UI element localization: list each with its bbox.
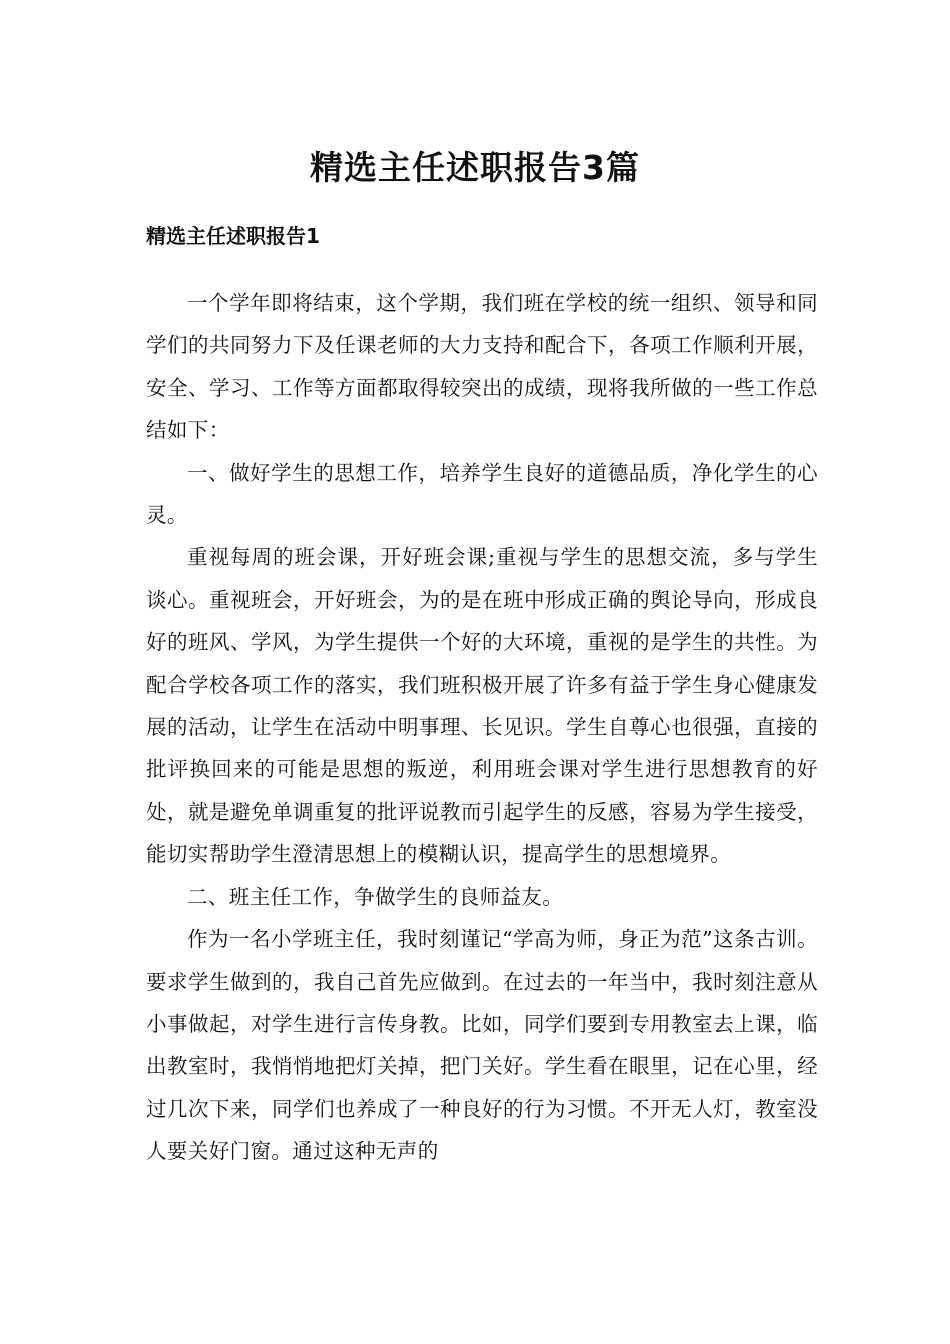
paragraph-class-meetings: 重视每周的班会课，开好班会课;重视与学生的思想交流，多与学生谈心。重视班会，开好班会，为的是在班中形成正确的舆论导向，形成良好的班风、学风，为学生提供一个好的大环境，重视的是学生的共性。为配合学校各项工作的落实，我们班积极开展了许多有益于学生身心健康发展的活动，让学生在活动中明事理、长见识。学生自尊心也很强，直接的批评换回来的可能是思想的叛逆，利用班会课对学生进行思想教育的好处，就是避免单调重复的批评说教而引起学生的反感，容易为学生接受，能切实帮助学生澄清思想上的模糊认识，提高学生的思想境界。 xyxy=(146,545,818,867)
document-body xyxy=(146,282,818,1173)
document-title: 精选主任述职报告3篇 xyxy=(310,148,640,187)
paragraph-point-two: 二、班主任工作，争做学生的良师益友。 xyxy=(187,884,564,909)
section-heading: 精选主任述职报告1 xyxy=(146,224,320,248)
paragraph-intro: 一个学年即将结束，这个学期，我们班在学校的统一组织、领导和同学们的共同努力下及任课老师的大力支持和配合下，各项工作顺利开展，安全、学习、工作等方面都取得较突出的成绩，现将我所做的一些工作总结如下： xyxy=(146,291,818,443)
paragraph-point-one: 一、做好学生的思想工作，培养学生良好的道德品质，净化学生的心灵。 xyxy=(146,460,818,528)
paragraph-role-model: 作为一名小学班主任，我时刻谨记“学高为师，身正为范”这条古训。要求学生做到的，我自己首先应做到。在过去的一年当中，我时刻注意从小事做起，对学生进行言传身教。比如，同学们要到专用教室去上课，临出教室时，我悄悄地把灯关掉，把门关好。学生看在眼里，记在心里，经过几次下来，同学们也养成了一种良好的行为习惯。不开无人灯，教室没人要关好门窗。通过这种无声的 xyxy=(146,927,818,1164)
